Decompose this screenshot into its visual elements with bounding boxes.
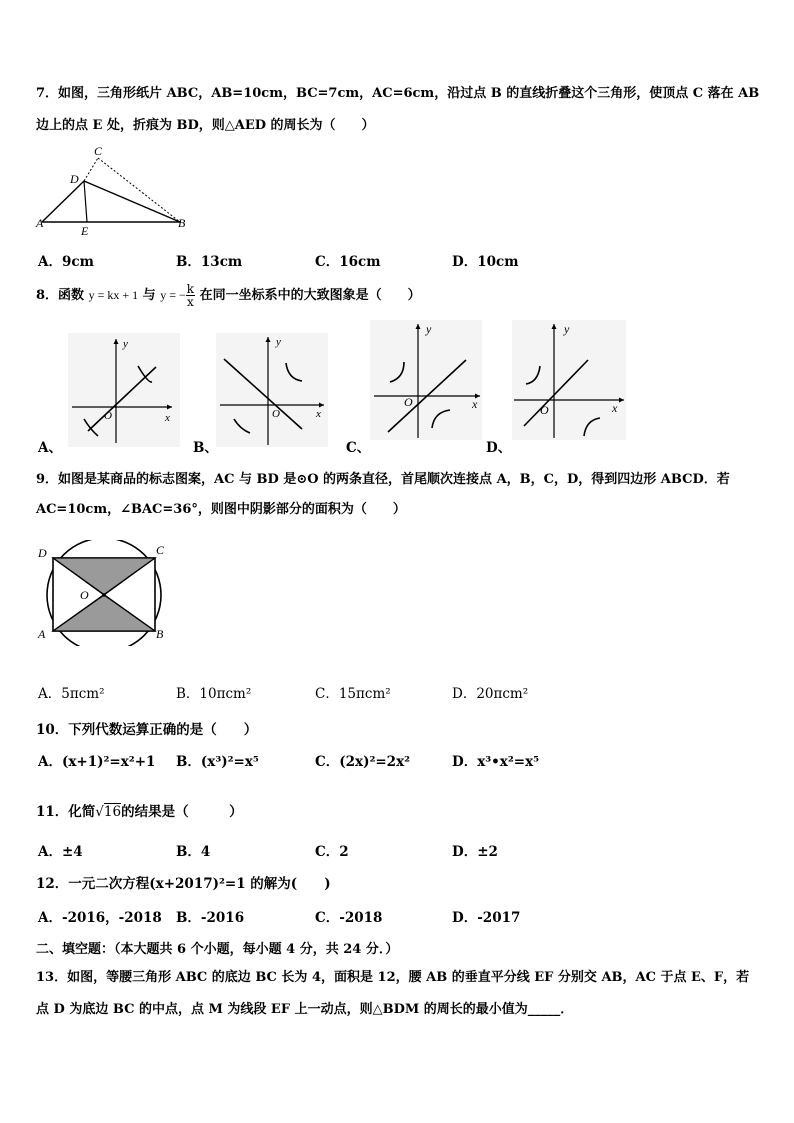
- q7-stem-line2: 边上的点 E 处，折痕为 BD，则△AED 的周长为（ ）: [36, 118, 375, 133]
- q8-fraction-num: k: [186, 282, 195, 296]
- q8-option-b[interactable]: B、: [193, 440, 218, 456]
- q9-option-d[interactable]: D．20πcm²: [452, 686, 529, 702]
- q9-option-b[interactable]: B．10πcm²: [176, 686, 252, 702]
- q7-label-c: C: [94, 144, 103, 158]
- q8-stem: [36, 282, 421, 309]
- q7-label-a: A: [36, 216, 44, 230]
- q8a-axis-y: y: [123, 338, 128, 350]
- q9-label-a: A: [38, 627, 46, 641]
- q8a-axis-x: x: [165, 412, 170, 424]
- q11-radicand: 16: [103, 804, 122, 820]
- q12-option-a[interactable]: A．-2016，-2018: [38, 910, 162, 926]
- q9-stem-line1: 9．如图是某商品的标志图案，AC 与 BD 是⊙O 的两条直径，首尾顺次连接点 A，B，C，D，得到四边形 ABCD．若: [36, 472, 730, 487]
- q8-option-d[interactable]: D、: [486, 440, 512, 456]
- q7-label-b: B: [178, 216, 186, 230]
- q7-option-a[interactable]: A．9cm: [38, 254, 94, 270]
- q8-graph-d[interactable]: [512, 320, 626, 440]
- q8c-origin: O: [404, 395, 413, 409]
- q8-suffix: 在同一坐标系中的大致图象是（ ）: [199, 288, 421, 303]
- q8b-origin: O: [272, 408, 280, 420]
- q7-label-d: D: [70, 172, 79, 186]
- q12-option-b[interactable]: B．-2016: [176, 910, 245, 926]
- q12-option-d[interactable]: D．-2017: [452, 910, 521, 926]
- q11-option-d[interactable]: D．±2: [452, 844, 498, 860]
- q8-option-a[interactable]: A、: [38, 440, 62, 456]
- q8-option-c[interactable]: C、: [346, 440, 371, 456]
- q7-label-e: E: [81, 224, 89, 238]
- q9-label-c: C: [156, 543, 165, 557]
- q13-stem-line2: 点 D 为底边 BC 的中点，点 M 为线段 EF 上一动点，则△BDM 的周长的最小值为_____．: [36, 1002, 574, 1017]
- q8-fraction-den: x: [187, 295, 194, 309]
- q11-sqrt-symbol: √: [95, 804, 104, 820]
- q8-graph-a[interactable]: [68, 333, 180, 447]
- q7-stem-line1: 7．如图，三角形纸片 ABC，AB=10cm，BC=7cm，AC=6cm，沿过点 B 的直线折叠这个三角形，使顶点 C 落在 AB: [36, 86, 760, 101]
- q8c-axis-y: y: [426, 322, 432, 336]
- q9-label-b: B: [156, 627, 164, 641]
- q8-graph-b[interactable]: [216, 333, 328, 447]
- q8b-axis-x: x: [316, 408, 321, 420]
- q10-option-c[interactable]: C．(2x)²=2x²: [315, 754, 411, 770]
- q7-option-d[interactable]: D．10cm: [452, 254, 519, 270]
- q10-option-d[interactable]: D．x³•x²=x⁵: [452, 754, 540, 770]
- q8-function-linear: y = kx + 1: [88, 288, 139, 302]
- q8b-axis-y: y: [276, 336, 281, 348]
- q9-option-a[interactable]: A．5πcm²: [38, 686, 105, 702]
- q8d-axis-x: x: [612, 401, 618, 415]
- q11-option-b[interactable]: B．4: [176, 844, 211, 860]
- q11-suffix: 的结果是（ ）: [121, 804, 243, 820]
- q8d-axis-y: y: [564, 322, 570, 336]
- q8d-origin: O: [540, 403, 549, 417]
- q9-center-point: [102, 593, 106, 597]
- q9-label-d: D: [38, 546, 47, 560]
- q8-graph-c[interactable]: [370, 320, 482, 440]
- q8-fraction: [186, 283, 195, 308]
- q7-dashed-cb: [98, 158, 180, 222]
- q8a-origin: O: [104, 410, 112, 422]
- q12-option-c[interactable]: C．-2018: [315, 910, 383, 926]
- q7-option-c[interactable]: C．16cm: [315, 254, 381, 270]
- q13-stem-line1: 13．如图，等腰三角形 ABC 的底边 BC 长为 4，面积是 12，腰 AB 的垂直平分线 EF 分别交 AB，AC 于点 E、F，若: [36, 970, 750, 985]
- q9-circle-figure: [34, 540, 172, 646]
- q7-option-b[interactable]: B．13cm: [176, 254, 243, 270]
- q7-dashed-dc: [84, 158, 98, 181]
- q10-stem: 10．下列代数运算正确的是（ ）: [36, 722, 258, 738]
- q10-option-a[interactable]: A．(x+1)²=x²+1: [38, 754, 156, 770]
- q11-stem: [36, 800, 243, 820]
- q11-option-a[interactable]: A．±4: [38, 844, 83, 860]
- q8-function-inverse-left: y = −: [160, 288, 186, 302]
- q10-option-b[interactable]: B．(x³)²=x⁵: [176, 754, 259, 770]
- q7-side-ad: [42, 181, 84, 222]
- q11-prefix: 11．化简: [36, 804, 96, 820]
- q7-fold-bd: [84, 181, 180, 222]
- q8c-axis-x: x: [472, 397, 478, 411]
- q9-stem-line2: AC=10cm，∠BAC=36°，则图中阴影部分的面积为（ ）: [36, 502, 406, 517]
- q7-segment-de: [84, 181, 87, 222]
- q9-label-o: O: [80, 588, 89, 602]
- q8-prefix: 8．函数: [36, 288, 85, 303]
- q12-stem: 12．一元二次方程(x+2017)²=1 的解为( ): [36, 876, 331, 892]
- q8-conjunction: 与: [142, 288, 156, 303]
- q11-option-c[interactable]: C．2: [315, 844, 349, 860]
- q7-triangle-figure: [34, 142, 190, 238]
- section-fill-in-heading: 二、填空题：（本大题共 6 个小题，每小题 4 分，共 24 分．）: [36, 942, 399, 957]
- q9-option-c[interactable]: C．15πcm²: [315, 686, 391, 702]
